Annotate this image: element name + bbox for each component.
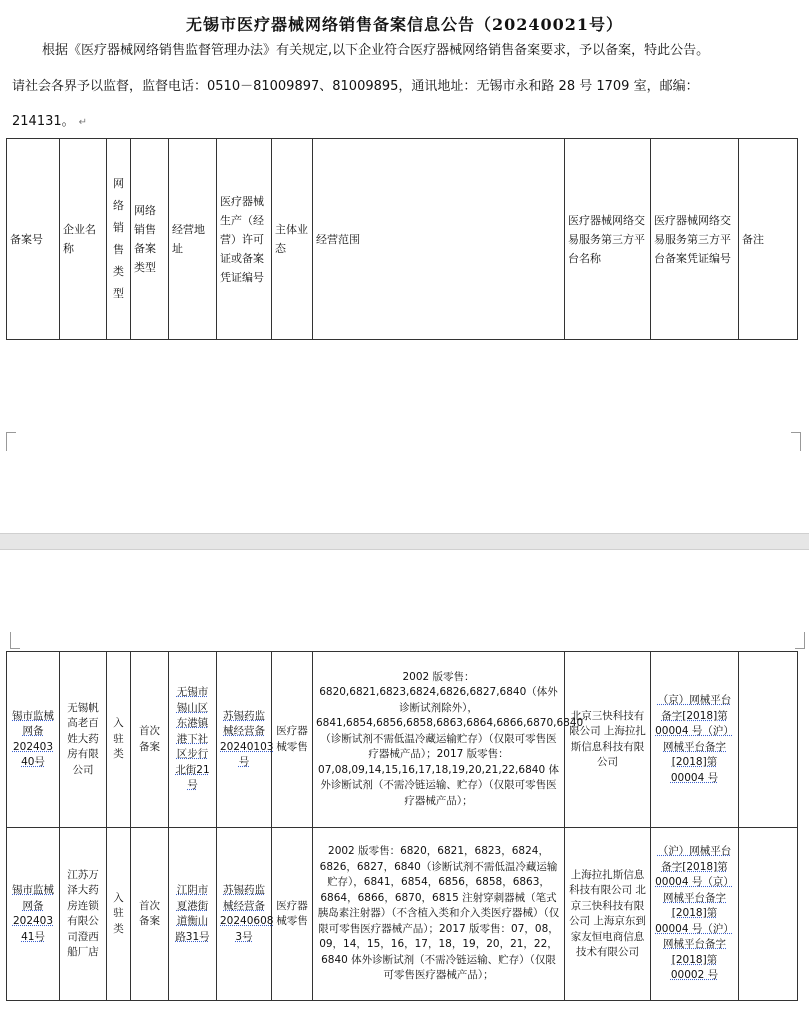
scope-cell: 2002 版零售：6820，6821，6823，6824，6826，6827，6840（诊断试剂不需低温冷藏运输贮存），6841，6854，6856，6858，6863，6864，6866，6870，6815 注射穿刺器械（笔式胰岛素注射器）（不含植入类和介入类医疗器械）（仅限可零售医疗器械产品）；2017 版零售：07，08，09，14，15，16，17，18，19，20，21，22，6840 体外诊断试剂（不需冷链运输、贮存）（仅限可零售医疗器械产品）； [313,828,565,1001]
crop-mark-top-left [6,432,16,451]
postcode-text: 214131。 [12,114,75,129]
postcode-paragraph [12,113,87,132]
platform-no-cell [651,828,739,1001]
business-form-cell: 医疗器械零售 [272,828,313,1001]
page-break-gap [0,533,809,550]
header-company: 企业名称 [60,139,107,340]
crop-mark-bottom-right [795,632,805,649]
header-business-form: 主体业态 [272,139,313,340]
document-title: 无锡市医疗器械网络销售备案信息公告（20240021号） [185,15,624,34]
license-no-cell [217,828,272,1001]
platform-no-text: （京）网械平台备字[2018]第 00004 号（沪）网械平台备字[2018]第 00004 号 [655,694,734,784]
platform-name-cell: 北京三快科技有限公司 上海拉扎斯信息科技有限公司 [565,652,651,828]
table-row [7,652,798,828]
record-no-cell [7,828,60,1001]
header-record-no: 备案号 [7,139,60,340]
header-platform-name: 医疗器械网络交易服务第三方平台名称 [565,139,651,340]
company-cell: 无锡帆高老百姓大药房有限公司 [60,652,107,828]
address-cell [169,652,217,828]
header-table [6,138,798,340]
record-no: 锡市监械网备202403 40号 [12,709,54,768]
header-row [7,139,798,340]
intro-paragraph [42,42,709,60]
table-row [7,828,798,1001]
platform-no-text: （沪）网械平台备字[2018]第 00004 号（京）网械平台备字[2018]第 00004 号（沪）网械平台备字[2018]第 00002 号 [655,845,734,982]
header-license-no: 医疗器械生产（经营）许可证或备案凭证编号 [217,139,272,340]
remark-cell [739,828,798,1001]
license-no-cell [217,652,272,828]
filing-type-cell: 首次备案 [131,828,169,1001]
crop-mark-top-right [791,432,801,451]
remark-cell [739,652,798,828]
contact-paragraph [12,78,699,96]
header-sales-type-label: 网络销售类型 [113,177,124,300]
header-platform-no: 医疗器械网络交易服务第三方平台备案凭证编号 [651,139,739,340]
address-text: 无锡市锡山区东港镇港下社区步行北街21号 [175,686,210,792]
sales-type-cell: 入驻类 [107,828,131,1001]
record-no-cell [7,652,60,828]
header-filing-type: 网络销售备案类型 [131,139,169,340]
records-table [6,651,798,1001]
paragraph-mark-icon: ↵ [78,117,88,128]
header-scope: 经营范围 [313,139,565,340]
page-1 [0,0,809,455]
company-cell: 江苏万泽大药房连锁有限公司澄西船厂店 [60,828,107,1001]
header-remark: 备注 [739,139,798,340]
address-cell [169,828,217,1001]
sales-type-cell: 入驻类 [107,652,131,828]
platform-no-cell [651,652,739,828]
license-no-text: 苏锡药监械经营备20240103号 [220,709,274,768]
address-text: 江阴市夏港街道衡山路31号 [175,884,210,943]
header-sales-type [107,139,131,340]
record-no: 锡市监械网备202403 41号 [12,884,54,943]
business-form-cell: 医疗器械零售 [272,652,313,828]
platform-name-cell: 上海拉扎斯信息科技有限公司 北京三快科技有限公司 上海京东到家友恒电商信息技术有限公司 [565,828,651,1001]
license-no-text: 苏锡药监械经营备20240608 3号 [220,884,274,943]
filing-type-cell: 首次备案 [131,652,169,828]
scope-cell: 2002 版零售：6820,6821,6823,6824,6826,6827,6840（体外诊断试剂除外），6841,6854,6856,6858,6863,6864,6866,6870,6840（诊断试剂不需低温冷藏运输贮存）（仅限可零售医疗器械产品）；2017 版零售：07,08,09,14,15,16,17,18,19,20,21,22,6840 体外诊断试剂（不需冷链运输、贮存）（仅限可零售医疗器械产品）； [313,652,565,828]
header-address: 经营地址 [169,139,217,340]
intro-text: 根据《医疗器械网络销售监督管理办法》有关规定,以下企业符合医疗器械网络销售备案要求，予以备案，特此公告。 [42,43,710,58]
crop-mark-bottom-left [10,632,20,649]
contact-text: 请社会各界予以监督，监督电话：0510－81009897、81009895，通讯地址：无锡市永和路 28 号 1709 室，邮编： [12,79,699,94]
